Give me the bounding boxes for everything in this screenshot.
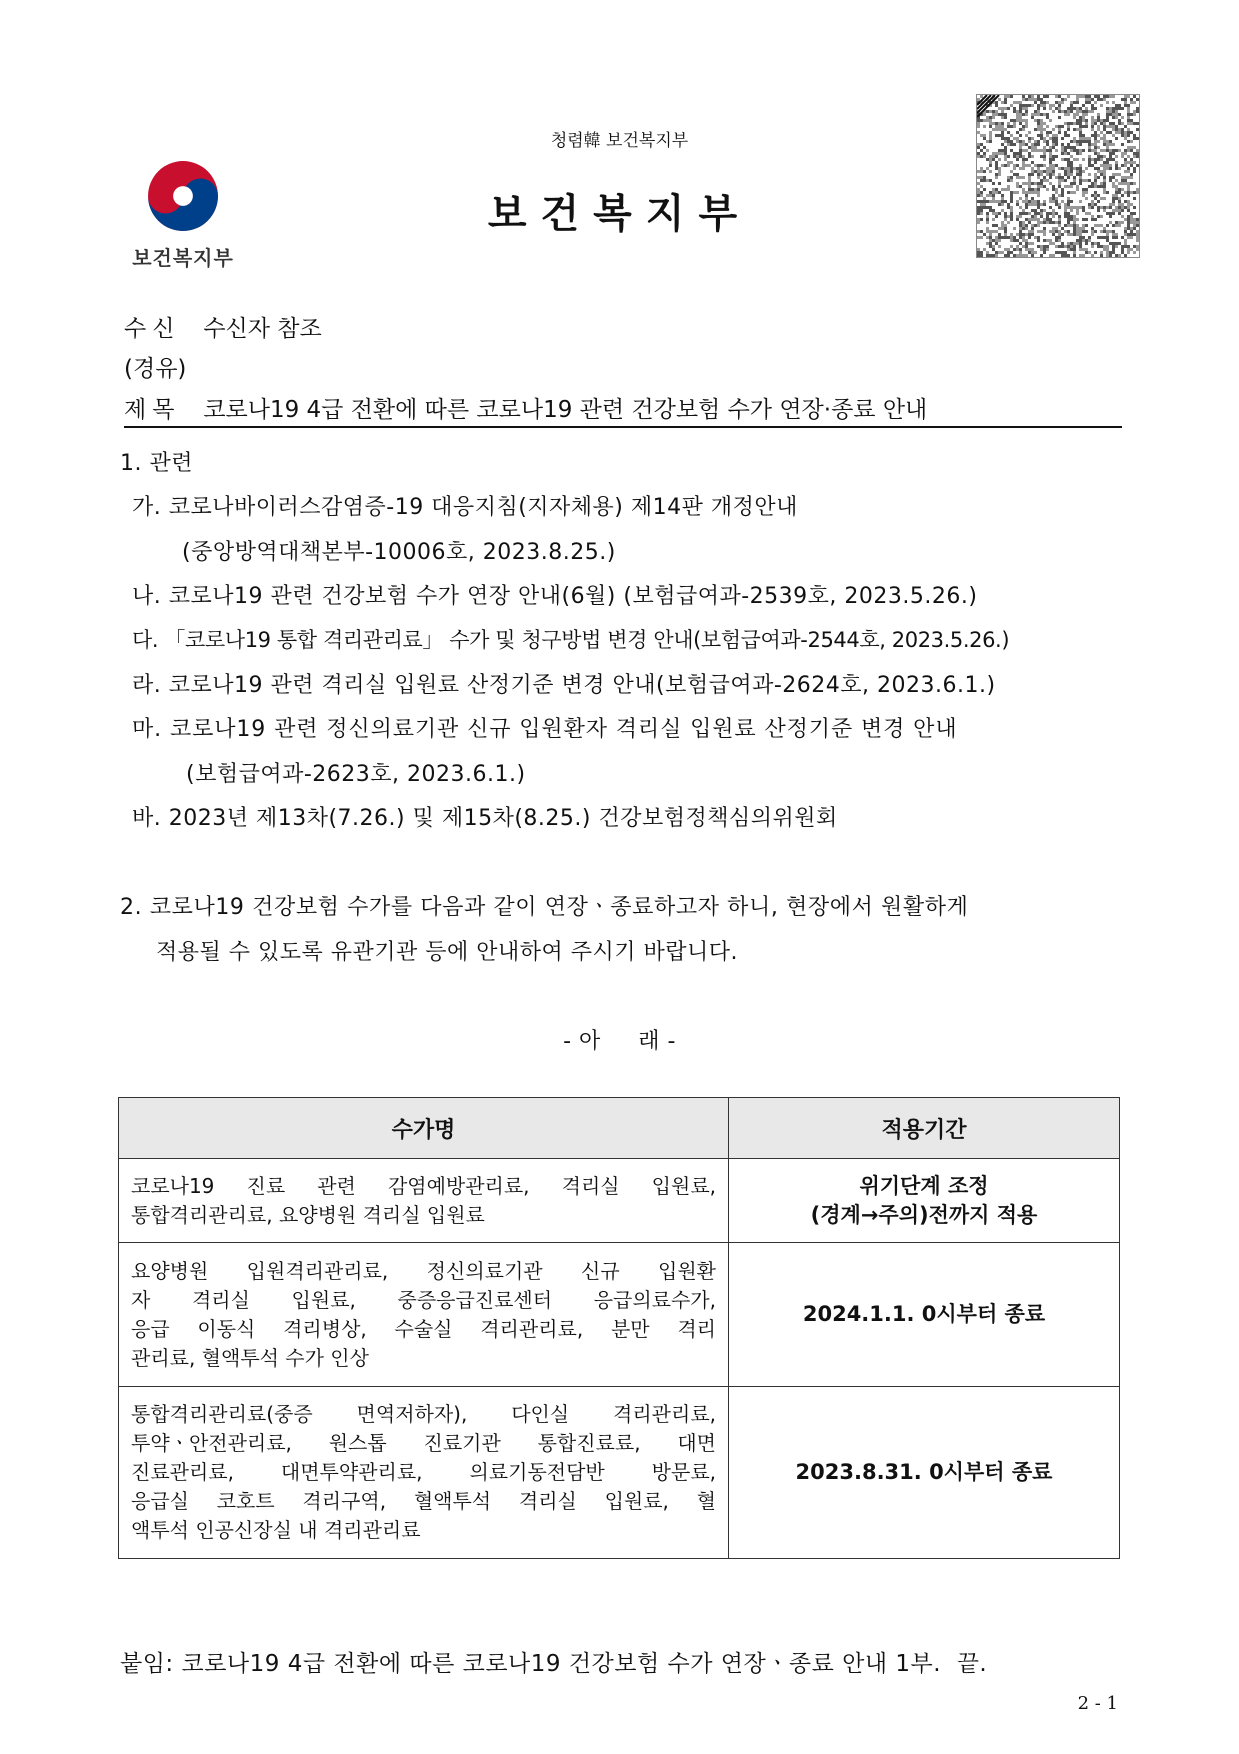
recipient-value: 수신자 참조 bbox=[203, 316, 322, 342]
slogan: 청렴韓 보건복지부 bbox=[550, 131, 689, 151]
fee-name-line: 자 격리실 입원료, 중증응급진료센터 응급의료수가, bbox=[131, 1287, 716, 1312]
fee-name-line: 코로나19 진료 관련 감염예방관리료, 격리실 입원료, bbox=[131, 1173, 716, 1198]
logo-text: 보건복지부 bbox=[132, 246, 234, 270]
via-line: (경유) bbox=[124, 356, 187, 382]
reference-item: (보험급여과-2623호, 2023.6.1.) bbox=[186, 762, 526, 787]
subject-label: 제목 bbox=[124, 397, 181, 423]
section1-title: 1. 관련 bbox=[120, 451, 193, 476]
header-divider bbox=[124, 426, 1122, 428]
period-line: 2023.8.31. 0시부터 종료 bbox=[795, 1460, 1053, 1484]
fee-table bbox=[118, 1097, 1120, 1559]
below-marker: - 아 래 - bbox=[563, 1029, 676, 1054]
reference-item: 라. 코로나19 관련 격리실 입원료 산정기준 변경 안내(보험급여과-2624호, 2023.6.1.) bbox=[132, 673, 996, 698]
fee-name-cell bbox=[119, 1387, 729, 1559]
table-row bbox=[119, 1243, 1120, 1387]
org-title: 보건복지부 bbox=[487, 191, 752, 237]
fee-name-cell bbox=[119, 1243, 729, 1387]
fee-name-line: 액투석 인공신장실 내 격리관리료 bbox=[131, 1518, 421, 1542]
column-header-period: 적용기간 bbox=[729, 1098, 1120, 1159]
fee-name-line: 응급실 코호트 격리구역, 혈액투석 격리실 입원료, 혈 bbox=[131, 1489, 716, 1513]
period-cell bbox=[729, 1387, 1120, 1559]
reference-item: (중앙방역대책본부-10006호, 2023.8.25.) bbox=[182, 540, 616, 565]
subject-value: 코로나19 4급 전환에 따른 코로나19 관련 건강보험 수가 연장·종료 안내 bbox=[203, 397, 928, 423]
fee-name-line: 요양병원 입원격리관리료, 정신의료기관 신규 입원환 bbox=[131, 1258, 716, 1283]
reference-item: 가. 코로나바이러스감염증-19 대응지침(지자체용) 제14판 개정안내 bbox=[132, 495, 798, 520]
qr-code-icon bbox=[976, 94, 1140, 258]
period-cell bbox=[729, 1159, 1120, 1243]
fee-name-line: 응급 이동식 격리병상, 수술실 격리관리료, 분만 격리 bbox=[131, 1316, 716, 1341]
column-header-fee-name: 수가명 bbox=[119, 1098, 729, 1159]
table-row bbox=[119, 1159, 1120, 1243]
fee-name-line: 통합격리관리료, 요양병원 격리실 입원료 bbox=[131, 1202, 485, 1227]
period-line: 2024.1.1. 0시부터 종료 bbox=[802, 1302, 1046, 1326]
attachment-line: 붙임: 코로나19 4급 전환에 따른 코로나19 건강보험 수가 연장ㆍ종료 안내 1부. 끝. bbox=[120, 1651, 988, 1677]
reference-item: 바. 2023년 제13차(7.26.) 및 제15차(8.25.) 건강보험정책심의위원회 bbox=[132, 806, 838, 831]
reference-item: 마. 코로나19 관련 정신의료기관 신규 입원환자 격리실 입원료 산정기준 변경 안내 bbox=[132, 717, 958, 742]
subject-line bbox=[124, 391, 927, 424]
fee-name-line: 통합격리관리료(중증 면역저하자), 다인실 격리관리료, bbox=[131, 1402, 716, 1426]
section2-line: 적용될 수 있도록 유관기관 등에 안내하여 주시기 바랍니다. bbox=[156, 940, 738, 965]
reference-item: 다. 「코로나19 통합 격리관리료」 수가 및 청구방법 변경 안내(보험급여과-2544호, 2023.5.26.) bbox=[132, 628, 1010, 652]
period-cell bbox=[729, 1243, 1120, 1387]
table-row bbox=[119, 1387, 1120, 1559]
fee-name-line: 관리료, 혈액투석 수가 인상 bbox=[131, 1345, 369, 1370]
recipient-line bbox=[124, 310, 322, 343]
period-line: (경계→주의)전까지 적용 bbox=[810, 1202, 1038, 1227]
page-number: 2 - 1 bbox=[1077, 1693, 1118, 1714]
period-line: 위기단계 조정 bbox=[859, 1173, 989, 1198]
fee-name-cell bbox=[119, 1159, 729, 1243]
fee-name-line: 투약ㆍ안전관리료, 원스톱 진료기관 통합진료료, 대면 bbox=[131, 1431, 716, 1455]
reference-item: 나. 코로나19 관련 건강보험 수가 연장 안내(6월) (보험급여과-2539호, 2023.5.26.) bbox=[132, 584, 978, 609]
table-header-row bbox=[119, 1098, 1120, 1159]
fee-name-line: 진료관리료, 대면투약관리료, 의료기동전담반 방문료, bbox=[131, 1460, 716, 1484]
section2-line: 2. 코로나19 건강보험 수가를 다음과 같이 연장ㆍ종료하고자 하니, 현장에서 원활하게 bbox=[120, 895, 969, 920]
recipient-label: 수신 bbox=[124, 316, 181, 342]
